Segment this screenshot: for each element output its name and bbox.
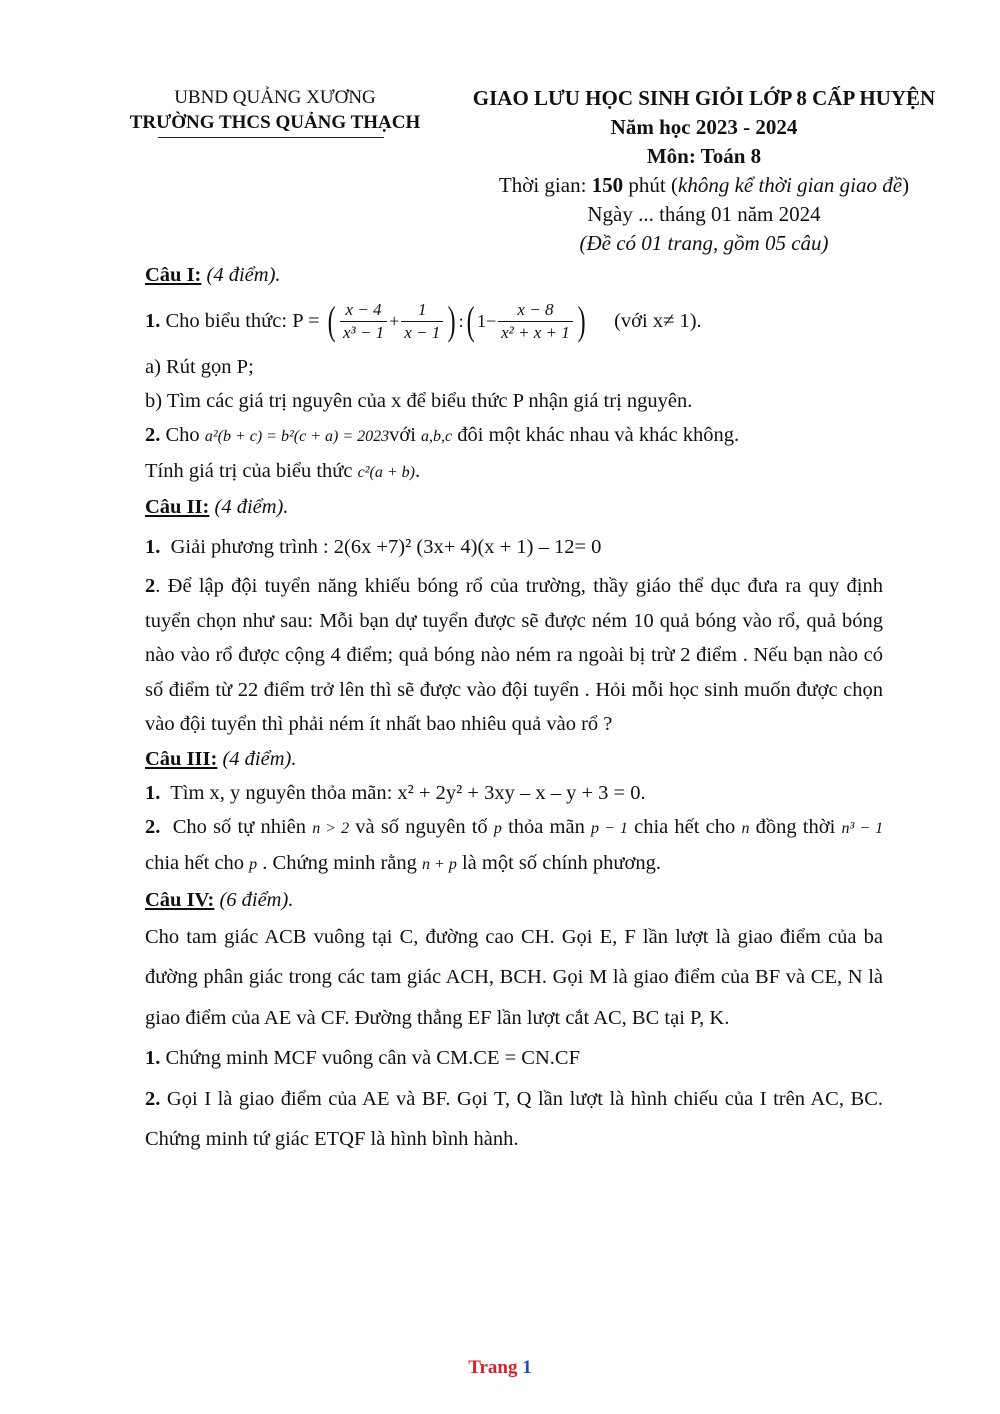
q4-p1: [145, 1038, 883, 1079]
q2-p1-text: Giải phương trình : 2(6x +7)² (3x+ 4)(x + 1) – 12= 0: [170, 536, 602, 558]
school-name: TRƯỜNG THCS QUẢNG THẠCH: [129, 112, 421, 133]
fraction-3-den: x² + x + 1: [501, 322, 570, 342]
q2-heading: [145, 490, 883, 524]
q1-part-b: b) Tìm các giá trị nguyên của x để biểu thức P nhận giá trị nguyên.: [145, 390, 693, 412]
q3-label: Câu III:: [145, 747, 218, 770]
subject: Môn: Toán 8: [646, 144, 762, 168]
q3-p2-p: p: [493, 819, 502, 837]
q2-p1: [145, 530, 883, 564]
time-line: [440, 171, 968, 200]
time-unit: phút (: [623, 173, 678, 197]
time-value: 150: [591, 173, 624, 197]
q3-p2-c: thỏa mãn: [508, 815, 585, 838]
q1-p2-vars: a,b,c: [421, 428, 453, 445]
q4-p2-num: 2.: [145, 1087, 161, 1110]
fraction-1-den: x³ − 1: [342, 322, 385, 342]
q3-p2-np: n + p: [422, 856, 457, 873]
q4-p2: [145, 1079, 883, 1160]
time-prefix: Thời gian:: [498, 173, 592, 197]
q4-points: (6 điểm).: [219, 888, 294, 911]
q1-p2-expr2: c²(a + b): [357, 464, 415, 481]
paren-close: ): [447, 298, 456, 343]
q1-p2-line1: [145, 418, 883, 454]
q4-p1-num: 1.: [145, 1047, 161, 1069]
q1-formula: 1. Cho biểu thức: P = ( $\frac{x - 4}{\text{x³ − 1}}$ + $\frac{1}{x - 1}$ ) : ( 1− $\frac{x - 8}{\text{x² + x + 1}}$ ) (với x≠ 1).: [145, 298, 702, 343]
q1-p2-end: .: [415, 460, 421, 482]
q3-p2-f: chia hết cho: [145, 852, 245, 874]
page-footer: [0, 1357, 1000, 1379]
time-note: không kể thời gian giao đề: [678, 173, 903, 197]
q3-p2-n-gt: n > 2: [312, 819, 350, 837]
q2-p1-num: 1.: [145, 536, 161, 558]
q1-p2-line2-text: Tính giá trị của biểu thức: [145, 460, 353, 482]
q3-p2-h: là một số chính phương.: [461, 852, 661, 874]
q2-p2-num: 2: [145, 575, 156, 597]
q1-heading: [145, 258, 883, 292]
q3-p2-pm1: p − 1: [591, 819, 628, 837]
q3-p2-n3: n³ − 1: [841, 819, 884, 837]
org-name: UBND QUẢNG XƯƠNG: [174, 87, 376, 108]
q3-p2-p2: p: [249, 856, 258, 873]
footer-word: Trang: [468, 1357, 518, 1378]
q1-label: Câu I:: [145, 264, 202, 286]
school-year: Năm học 2023 - 2024: [610, 115, 798, 139]
q2-points: (4 điểm).: [214, 496, 289, 518]
q3-heading: [145, 742, 883, 776]
q3-p2-n: n: [741, 819, 750, 837]
header-left: [110, 86, 440, 136]
fraction-3: [498, 299, 573, 344]
fraction-1-num: x − 4: [340, 299, 387, 322]
fraction-1: [340, 299, 387, 344]
q1-part-a: a) Rút gọn P;: [145, 356, 254, 378]
fraction-2-num: 1: [401, 299, 443, 322]
q2-p2-text: . Để lập đội tuyển năng khiếu bóng rổ của trường, thầy giáo thể dục đưa ra quy định tuyển chọn như sau: Mỗi bạn dự tuyển được sẽ được ném 10 quả bóng vào rổ, quả bóng nào vào rổ được cộng 4 điểm; quả bóng nào ném ra ngoài bị trừ 2 điểm . Nếu bạn nào có số điểm từ 22 điểm trở lên thì sẽ được vào đội tuyển . Hỏi mỗi học sinh muốn được chọn vào đội tuyển thì phải ném ít nhất bao nhiêu quả vào rổ ?: [145, 575, 883, 735]
q4-p1-text: Chứng minh MCF vuông cân và CM.CE = CN.CF: [165, 1047, 580, 1069]
q3-p2: [145, 810, 883, 883]
exam-title: GIAO LƯU HỌC SINH GIỎI LỚP 8 CẤP HUYỆN: [472, 86, 936, 110]
q1-p2-rest: đôi một khác nhau và khác không.: [457, 424, 740, 446]
q4-heading: [145, 883, 883, 917]
q3-p1: [145, 776, 883, 810]
fraction-3-num: x − 8: [498, 299, 573, 322]
fraction-2-den: x − 1: [404, 322, 441, 342]
paren-open-2: (: [466, 298, 475, 343]
q3-p1-text: Tìm x, y nguyên thỏa mãn: x² + 2y² + 3xy – x – y + 3 = 0.: [170, 781, 646, 804]
q1-p2-cho: Cho: [165, 424, 200, 446]
fraction-2: [401, 299, 443, 344]
paren-open: (: [327, 298, 336, 343]
q3-p2-b: và số nguyên tố: [355, 815, 488, 838]
q3-points: (4 điểm).: [222, 747, 297, 770]
q1-p2-line2: [145, 454, 883, 490]
exam-date: Ngày ... tháng 01 năm 2024: [587, 202, 821, 226]
q3-p2-d: chia hết cho: [634, 815, 736, 838]
paren-close-2: ): [577, 298, 586, 343]
q1-p2-num: 2.: [145, 424, 161, 446]
q1-p2-expr: a²(b + c) = b²(c + a) = 2023: [204, 428, 390, 445]
page-number: 1: [522, 1357, 532, 1378]
q2-p2: [145, 569, 883, 742]
time-close: ): [902, 173, 910, 197]
q2-label: Câu II:: [145, 496, 210, 518]
q1-p1-text: Cho biểu thức: P =: [165, 309, 320, 332]
pages-note: (Đề có 01 trang, gồm 05 câu): [579, 231, 829, 255]
q1-points: (4 điểm).: [206, 264, 281, 286]
q1-condition: (với x≠ 1).: [614, 309, 702, 332]
header-rule: [158, 137, 384, 138]
q4-intro: Cho tam giác ACB vuông tại C, đường cao CH. Gọi E, F lần lượt là giao điểm của ba đường phân giác trong các tam giác ACH, BCH. Gọi M là giao điểm của BF và CE, N là giao điểm của AE và CF. Đường thẳng EF lần lượt cắt AC, BC tại P, K.: [145, 925, 883, 1029]
q3-p2-g: . Chứng minh rằng: [262, 852, 417, 874]
q3-p1-num: 1.: [145, 781, 161, 804]
q3-p2-e: đồng thời: [755, 815, 836, 838]
q4-label: Câu IV:: [145, 888, 215, 911]
exam-body: [145, 258, 883, 1160]
q3-p2-num: 2.: [145, 815, 161, 838]
one-minus: 1−: [476, 310, 497, 331]
q4-p2-text: Gọi I là giao điểm của AE và BF. Gọi T, Q lần lượt là hình chiếu của I trên AC, BC. Chứng minh tứ giác ETQF là hình bình hành.: [145, 1087, 884, 1150]
q3-p2-a: Cho số tự nhiên: [172, 815, 307, 838]
q1-p1-num: 1.: [145, 309, 161, 332]
q1-p2-with: với: [389, 424, 416, 446]
header-right: [440, 84, 968, 258]
